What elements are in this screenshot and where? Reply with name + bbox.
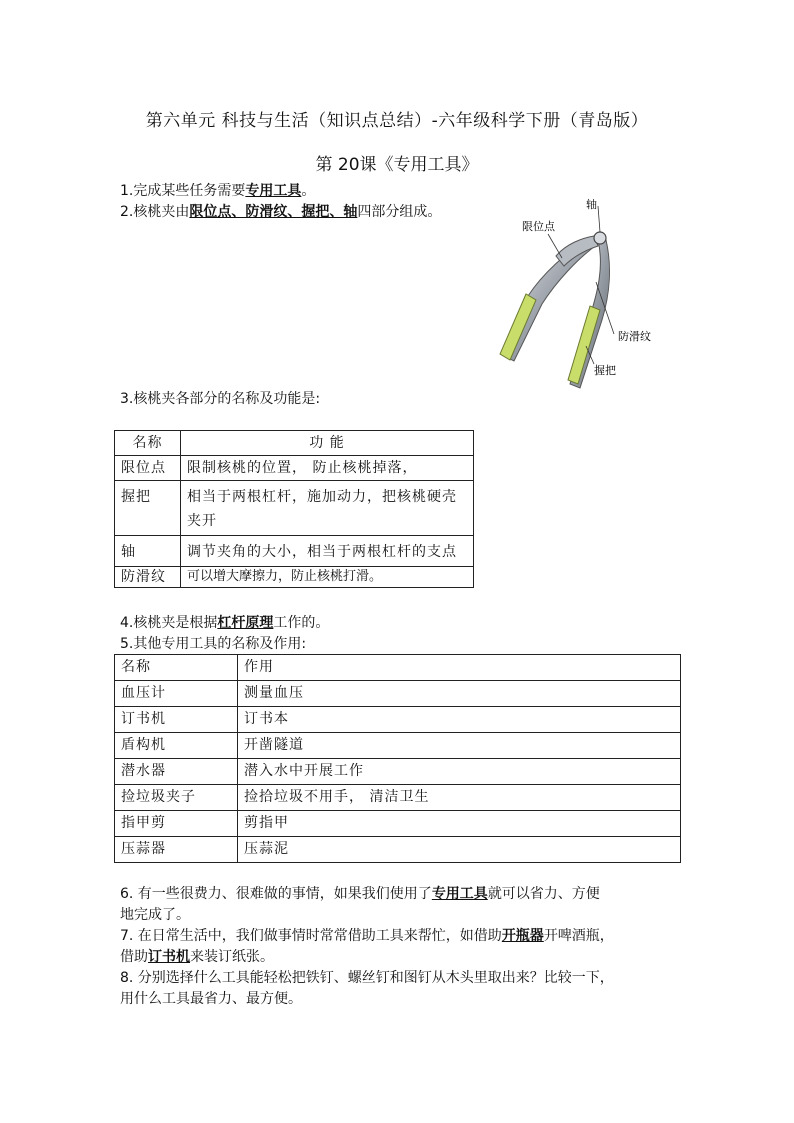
item-7-keyword-2: 订书机 <box>148 949 190 965</box>
item-8 <box>120 968 690 1010</box>
item-1-text: 1.完成某些任务需要 <box>120 183 246 199</box>
table-cell: 轴 <box>115 536 181 567</box>
item-7-end-2: 来装订纸张。 <box>190 949 274 965</box>
item-1-end: 。 <box>301 183 316 199</box>
item-7-line-2 <box>120 947 690 968</box>
label-anti-slip: 防滑纹 <box>618 330 651 343</box>
table-cell: 潜水器 <box>115 759 238 785</box>
item-3: 3.核桃夹各部分的名称及功能是: <box>120 391 321 407</box>
table-row <box>115 567 474 588</box>
item-6-end: 就可以省力、方便 <box>487 886 600 902</box>
table-cell: 订书本 <box>238 707 681 733</box>
item-6-line-1 <box>120 884 690 905</box>
item-7-text-2: 借助 <box>120 949 148 965</box>
item-4-keyword: 杠杆原理 <box>217 615 274 631</box>
item-6-text: 6. 有一些很费力、很难做的事情，如果我们使用了 <box>120 886 432 902</box>
item-7-line-1 <box>120 926 690 947</box>
table-cell: 防滑纹 <box>115 567 181 588</box>
table-header-cell: 名称 <box>115 431 181 456</box>
table-row <box>115 837 681 863</box>
table-header-cell: 名称 <box>115 655 238 681</box>
table-cell: 压蒜器 <box>115 837 238 863</box>
table-row <box>115 811 681 837</box>
table-cell: 开凿隧道 <box>238 733 681 759</box>
table-row <box>115 536 474 567</box>
item-4 <box>120 613 329 633</box>
item-1-keyword: 专用工具 <box>245 183 302 199</box>
lesson-title: 第 20课《专用工具》 <box>315 155 479 175</box>
item-6-line-2: 地完成了。 <box>120 907 190 923</box>
table-row <box>115 481 474 536</box>
label-limit-point: 限位点 <box>522 220 555 233</box>
table-cell: 测量血压 <box>238 681 681 707</box>
item-7 <box>120 926 690 968</box>
table-cell: 压蒜泥 <box>238 837 681 863</box>
pivot <box>594 232 606 244</box>
table-cell: 调节夹角的大小，相当于两根杠杆的支点 <box>181 536 474 567</box>
table-cell: 捡垃圾夹子 <box>115 785 238 811</box>
table-cell: 限制核桃的位置， 防止核桃掉落， <box>181 456 474 481</box>
table-cell: 潜入水中开展工作 <box>238 759 681 785</box>
label-axis: 轴 <box>586 198 597 211</box>
table-cell: 握把 <box>115 481 181 536</box>
table-cell: 订书机 <box>115 707 238 733</box>
item-8-line-2: 用什么工具最省力、最方便。 <box>120 991 302 1007</box>
table-row <box>115 681 681 707</box>
label-grip: 握把 <box>594 364 616 377</box>
item-7-keyword: 开瓶器 <box>501 928 544 944</box>
item-6 <box>120 884 690 926</box>
item-7-end: 开啤酒瓶， <box>543 928 614 944</box>
item-5: 5.其他专用工具的名称及作用: <box>120 636 307 652</box>
item-2 <box>120 202 441 222</box>
item-8-line-1: 8. 分别选择什么工具能轻松把铁钉、螺丝钉和图钉从木头里取出来？比较一下， <box>120 970 614 986</box>
document-title: 第六单元 科技与生活（知识点总结）-六年级科学下册（青岛版） <box>145 111 649 131</box>
table-cell: 可以增大摩擦力，防止核桃打滑。 <box>181 567 474 588</box>
table-cell: 指甲剪 <box>115 811 238 837</box>
walnut-cracker-figure <box>486 196 666 396</box>
table-header-row <box>115 655 681 681</box>
item-4-end: 工作的。 <box>273 615 330 631</box>
item-2-text: 2.核桃夹由 <box>120 204 190 220</box>
table-cell: 相当于两根杠杆，施加动力，把核桃硬壳夹开 <box>181 481 474 536</box>
table-cell: 盾构机 <box>115 733 238 759</box>
table-header-row <box>115 431 474 456</box>
table-cell: 血压计 <box>115 681 238 707</box>
walnut-cracker-parts-table <box>114 430 474 588</box>
table-header-cell: 功 能 <box>181 431 474 456</box>
item-1 <box>120 181 315 201</box>
item-4-text: 4.核桃夹是根据 <box>120 615 218 631</box>
table-row <box>115 707 681 733</box>
item-2-keyword: 限位点、防滑纹、握把、轴 <box>189 204 358 220</box>
item-7-text: 7. 在日常生活中，我们做事情时常常借助工具来帮忙，如借助 <box>120 928 502 944</box>
table-cell: 剪指甲 <box>238 811 681 837</box>
table-row <box>115 456 474 481</box>
table-row <box>115 733 681 759</box>
table-cell: 捡拾垃圾不用手， 清洁卫生 <box>238 785 681 811</box>
special-tools-table <box>114 654 681 863</box>
table-row <box>115 785 681 811</box>
table-row <box>115 759 681 785</box>
table-cell: 限位点 <box>115 456 181 481</box>
item-2-end: 四部分组成。 <box>357 204 442 220</box>
table-header-cell: 作用 <box>238 655 681 681</box>
item-6-keyword: 专用工具 <box>431 886 488 902</box>
